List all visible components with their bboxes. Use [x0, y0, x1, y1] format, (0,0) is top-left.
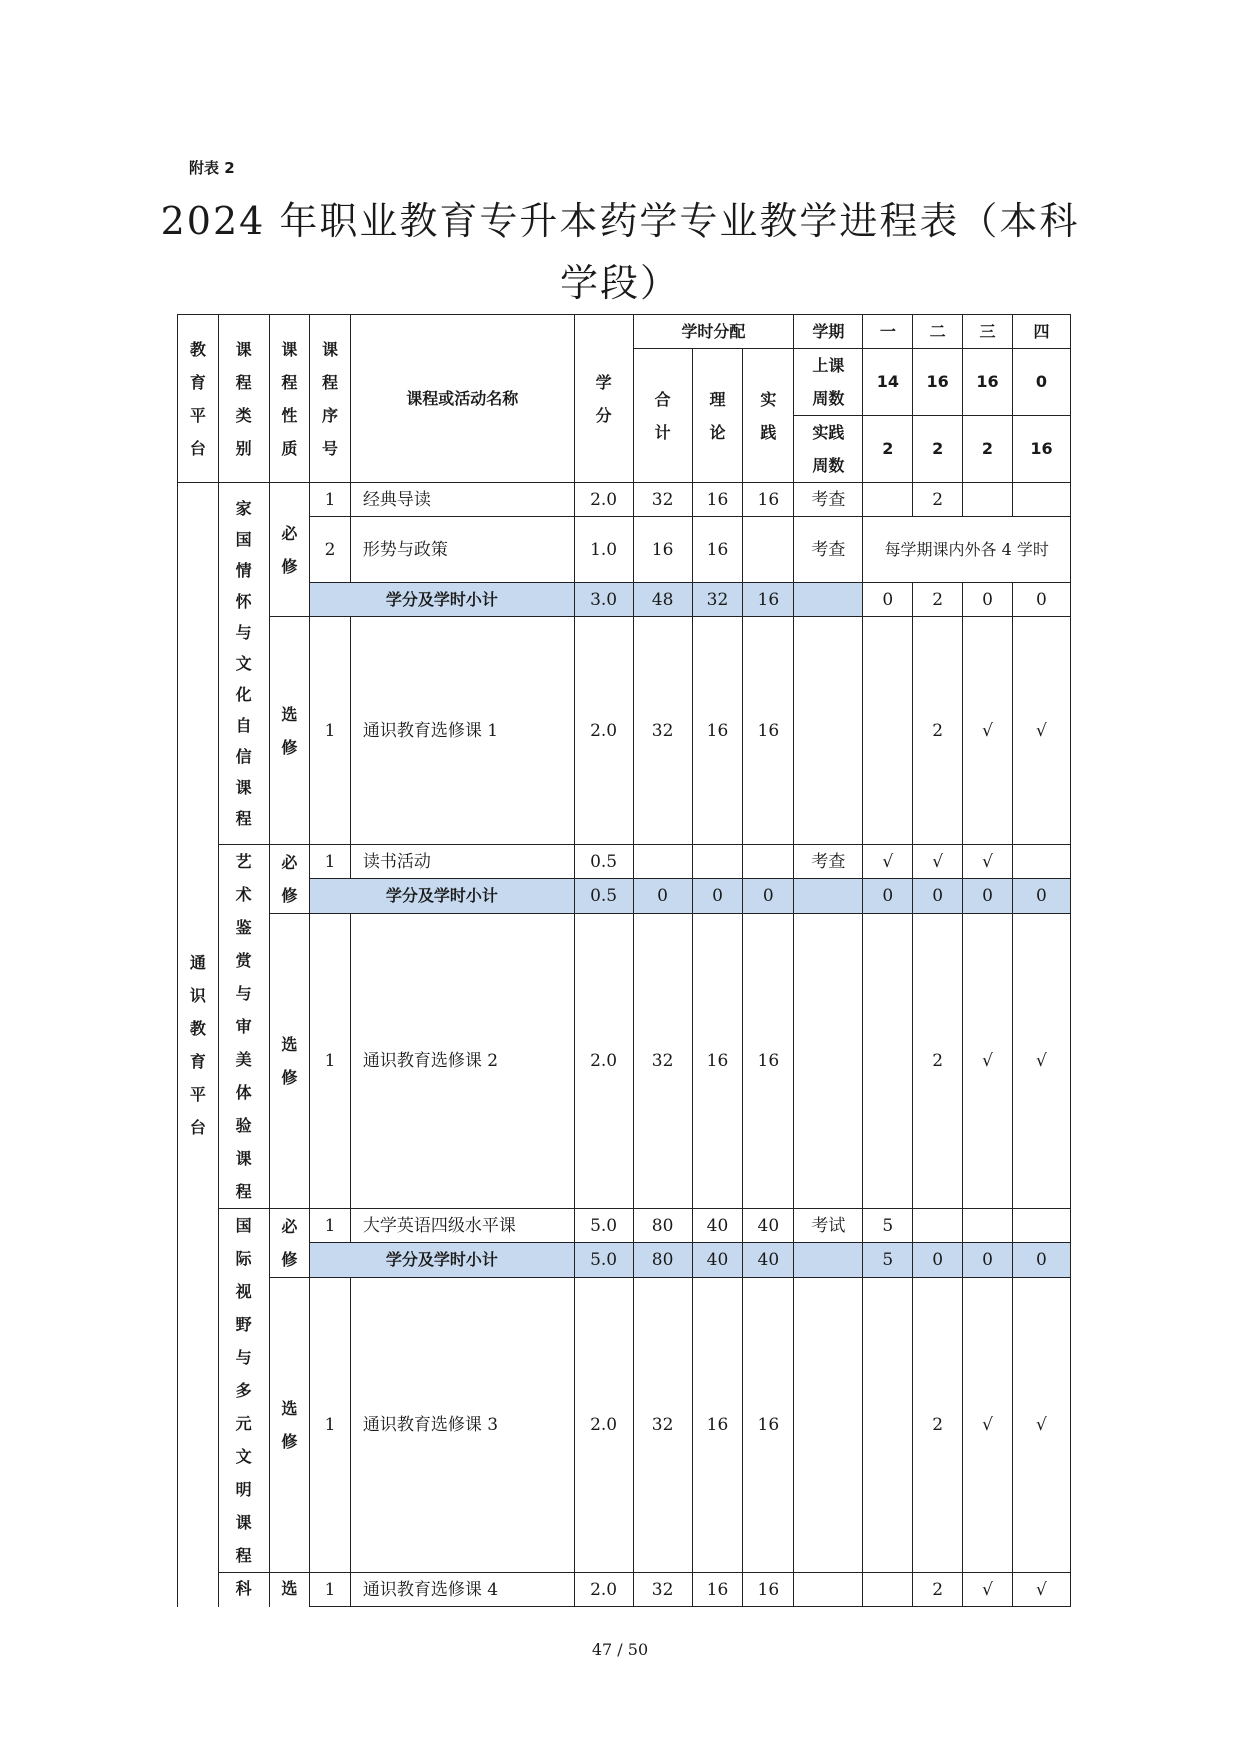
cell-t3: 0	[963, 583, 1013, 617]
header-practice: 实践	[743, 349, 794, 483]
cell-theory: 16	[692, 517, 743, 583]
cell-theory	[692, 845, 743, 879]
header-name: 课程或活动名称	[350, 315, 574, 483]
practice-weeks-2: 2	[913, 416, 963, 483]
cell-assess: 考查	[794, 845, 863, 879]
cell-assess: 考查	[794, 483, 863, 517]
cell-practice	[743, 845, 794, 879]
cell-credit: 2.0	[574, 1277, 633, 1572]
cell-t3	[963, 1209, 1013, 1243]
header-credit: 学分	[574, 315, 633, 483]
cell-assess: 考试	[794, 1209, 863, 1243]
cell-assess	[794, 913, 863, 1208]
header-term-2: 二	[913, 315, 963, 349]
nature-elective: 选修	[269, 617, 310, 845]
cell-theory: 40	[692, 1209, 743, 1243]
cell-theory: 16	[692, 913, 743, 1208]
cell-name: 通识教育选修课 1	[350, 617, 574, 845]
cell-seq: 1	[310, 1209, 351, 1243]
cell-theory: 16	[692, 617, 743, 845]
practice-weeks-1: 2	[863, 416, 913, 483]
cell-credit: 2.0	[574, 913, 633, 1208]
nature-elective: 选修	[269, 913, 310, 1208]
cell-theory: 16	[692, 483, 743, 517]
cell-t4	[1012, 483, 1070, 517]
cell-theory: 40	[692, 1243, 743, 1277]
teaching-plan-table	[177, 314, 1071, 1607]
cell-credit: 5.0	[574, 1209, 633, 1243]
cell-total: 80	[633, 1209, 692, 1243]
subtotal-row	[178, 1243, 1071, 1277]
cell-theory: 0	[692, 879, 743, 913]
cell-seq: 1	[310, 617, 351, 845]
table-row	[178, 1573, 1071, 1607]
cell-t4	[1012, 845, 1070, 879]
cell-name: 通识教育选修课 3	[350, 1277, 574, 1572]
header-semester: 学期	[794, 315, 863, 349]
cell-t2: 0	[913, 879, 963, 913]
cell-assess	[794, 1277, 863, 1572]
nature-elective: 选修	[269, 1277, 310, 1572]
cell-assess: 考查	[794, 517, 863, 583]
cell-name: 大学英语四级水平课	[350, 1209, 574, 1243]
practice-weeks-4: 16	[1012, 416, 1070, 483]
cell-t1	[863, 617, 913, 845]
cell-seq: 1	[310, 845, 351, 879]
subtotal-label: 学分及学时小计	[310, 879, 574, 913]
table-row	[178, 517, 1071, 583]
cell-seq: 1	[310, 1573, 351, 1607]
cell-t1: 0	[863, 583, 913, 617]
cell-t4: 0	[1012, 879, 1070, 913]
cell-theory: 16	[692, 1573, 743, 1607]
cell-assess	[794, 617, 863, 845]
category-cell: 科	[218, 1573, 269, 1607]
cell-total: 0	[633, 879, 692, 913]
category-cell: 国际视野与多元文明课程	[218, 1209, 269, 1573]
cell-name: 经典导读	[350, 483, 574, 517]
nature-required: 必修	[269, 1209, 310, 1278]
cell-credit: 0.5	[574, 845, 633, 879]
cell-name: 读书活动	[350, 845, 574, 879]
cell-total: 48	[633, 583, 692, 617]
header-platform: 教育平台	[178, 315, 219, 483]
cell-t4: √	[1012, 913, 1070, 1208]
header-class-weeks-label: 上课周数	[794, 349, 863, 416]
class-weeks-4: 0	[1012, 349, 1070, 416]
platform-cell: 通识教育平台	[178, 483, 219, 1607]
cell-t2: 2	[913, 1277, 963, 1572]
header-nature: 课程性质	[269, 315, 310, 483]
cell-practice: 16	[743, 483, 794, 517]
nature-elective: 选	[269, 1573, 310, 1607]
cell-assess	[794, 1573, 863, 1607]
nature-required: 必修	[269, 845, 310, 914]
cell-t2: 2	[913, 1573, 963, 1607]
cell-practice	[743, 517, 794, 583]
cell-practice: 40	[743, 1209, 794, 1243]
header-term-1: 一	[863, 315, 913, 349]
cell-t4: √	[1012, 617, 1070, 845]
cell-name: 通识教育选修课 2	[350, 913, 574, 1208]
cell-theory: 32	[692, 583, 743, 617]
header-category: 课程类别	[218, 315, 269, 483]
table-row	[178, 617, 1071, 845]
table-row	[178, 913, 1071, 1208]
header-term-4: 四	[1012, 315, 1070, 349]
class-weeks-2: 16	[913, 349, 963, 416]
cell-seq: 1	[310, 483, 351, 517]
cell-note: 每学期课内外各 4 学时	[863, 517, 1071, 583]
cell-total: 32	[633, 1277, 692, 1572]
cell-practice: 16	[743, 1277, 794, 1572]
cell-t3: 0	[963, 879, 1013, 913]
cell-credit: 2.0	[574, 483, 633, 517]
cell-seq: 2	[310, 517, 351, 583]
cell-assess	[794, 583, 863, 617]
cell-t1	[863, 1277, 913, 1572]
cell-name: 通识教育选修课 4	[350, 1573, 574, 1607]
header-theory: 理论	[692, 349, 743, 483]
cell-t3: √	[963, 617, 1013, 845]
cell-t1	[863, 483, 913, 517]
header-seq: 课程序号	[310, 315, 351, 483]
header-total: 合计	[633, 349, 692, 483]
cell-t4: 0	[1012, 1243, 1070, 1277]
subtotal-label: 学分及学时小计	[310, 1243, 574, 1277]
category-cell: 艺术鉴赏与审美体验课程	[218, 845, 269, 1209]
page-title: 2024 年职业教育专升本药学专业教学进程表（本科学段）	[160, 199, 1080, 305]
cell-t3: √	[963, 913, 1013, 1208]
cell-total: 32	[633, 483, 692, 517]
category-cell: 家国情怀与文化自信课程	[218, 483, 269, 845]
cell-t4: √	[1012, 1573, 1070, 1607]
subtotal-row	[178, 879, 1071, 913]
cell-credit: 3.0	[574, 583, 633, 617]
table-row	[178, 1209, 1071, 1243]
class-weeks-3: 16	[963, 349, 1013, 416]
cell-credit: 1.0	[574, 517, 633, 583]
cell-credit: 5.0	[574, 1243, 633, 1277]
cell-seq: 1	[310, 913, 351, 1208]
page-number: 47 / 50	[591, 1640, 649, 1659]
cell-t3: √	[963, 1573, 1013, 1607]
cell-credit: 2.0	[574, 617, 633, 845]
cell-t3: √	[963, 845, 1013, 879]
cell-name: 形势与政策	[350, 517, 574, 583]
class-weeks-1: 14	[863, 349, 913, 416]
cell-practice: 16	[743, 617, 794, 845]
subtotal-label: 学分及学时小计	[310, 583, 574, 617]
cell-total: 32	[633, 1573, 692, 1607]
table-row	[178, 1277, 1071, 1572]
table-row	[178, 483, 1071, 517]
header-term-3: 三	[963, 315, 1013, 349]
cell-practice: 16	[743, 913, 794, 1208]
cell-t2: 2	[913, 617, 963, 845]
cell-practice: 16	[743, 1573, 794, 1607]
cell-practice: 16	[743, 583, 794, 617]
cell-t1: 5	[863, 1243, 913, 1277]
cell-practice: 0	[743, 879, 794, 913]
nature-required: 必修	[269, 483, 310, 617]
cell-t2: 2	[913, 483, 963, 517]
subtotal-row	[178, 583, 1071, 617]
cell-credit: 0.5	[574, 879, 633, 913]
cell-assess	[794, 1243, 863, 1277]
cell-t4: √	[1012, 1277, 1070, 1572]
cell-total: 16	[633, 517, 692, 583]
cell-t1: √	[863, 845, 913, 879]
cell-practice: 40	[743, 1243, 794, 1277]
cell-t1	[863, 1573, 913, 1607]
header-practice-weeks-label: 实践周数	[794, 416, 863, 483]
header-hours-group: 学时分配	[633, 315, 794, 349]
cell-total: 32	[633, 913, 692, 1208]
cell-total	[633, 845, 692, 879]
cell-t1: 0	[863, 879, 913, 913]
practice-weeks-3: 2	[963, 416, 1013, 483]
cell-seq: 1	[310, 1277, 351, 1572]
cell-t1: 5	[863, 1209, 913, 1243]
cell-assess	[794, 879, 863, 913]
cell-t3	[963, 483, 1013, 517]
cell-t2: √	[913, 845, 963, 879]
cell-t2	[913, 1209, 963, 1243]
appendix-label: 附表 2	[189, 159, 235, 177]
cell-credit: 2.0	[574, 1573, 633, 1607]
cell-t1	[863, 913, 913, 1208]
cell-t2: 2	[913, 913, 963, 1208]
cell-total: 80	[633, 1243, 692, 1277]
cell-t4: 0	[1012, 583, 1070, 617]
cell-t3: 0	[963, 1243, 1013, 1277]
table-row	[178, 845, 1071, 879]
cell-total: 32	[633, 617, 692, 845]
cell-t4	[1012, 1209, 1070, 1243]
cell-t2: 2	[913, 583, 963, 617]
cell-t3: √	[963, 1277, 1013, 1572]
cell-theory: 16	[692, 1277, 743, 1572]
cell-t2: 0	[913, 1243, 963, 1277]
